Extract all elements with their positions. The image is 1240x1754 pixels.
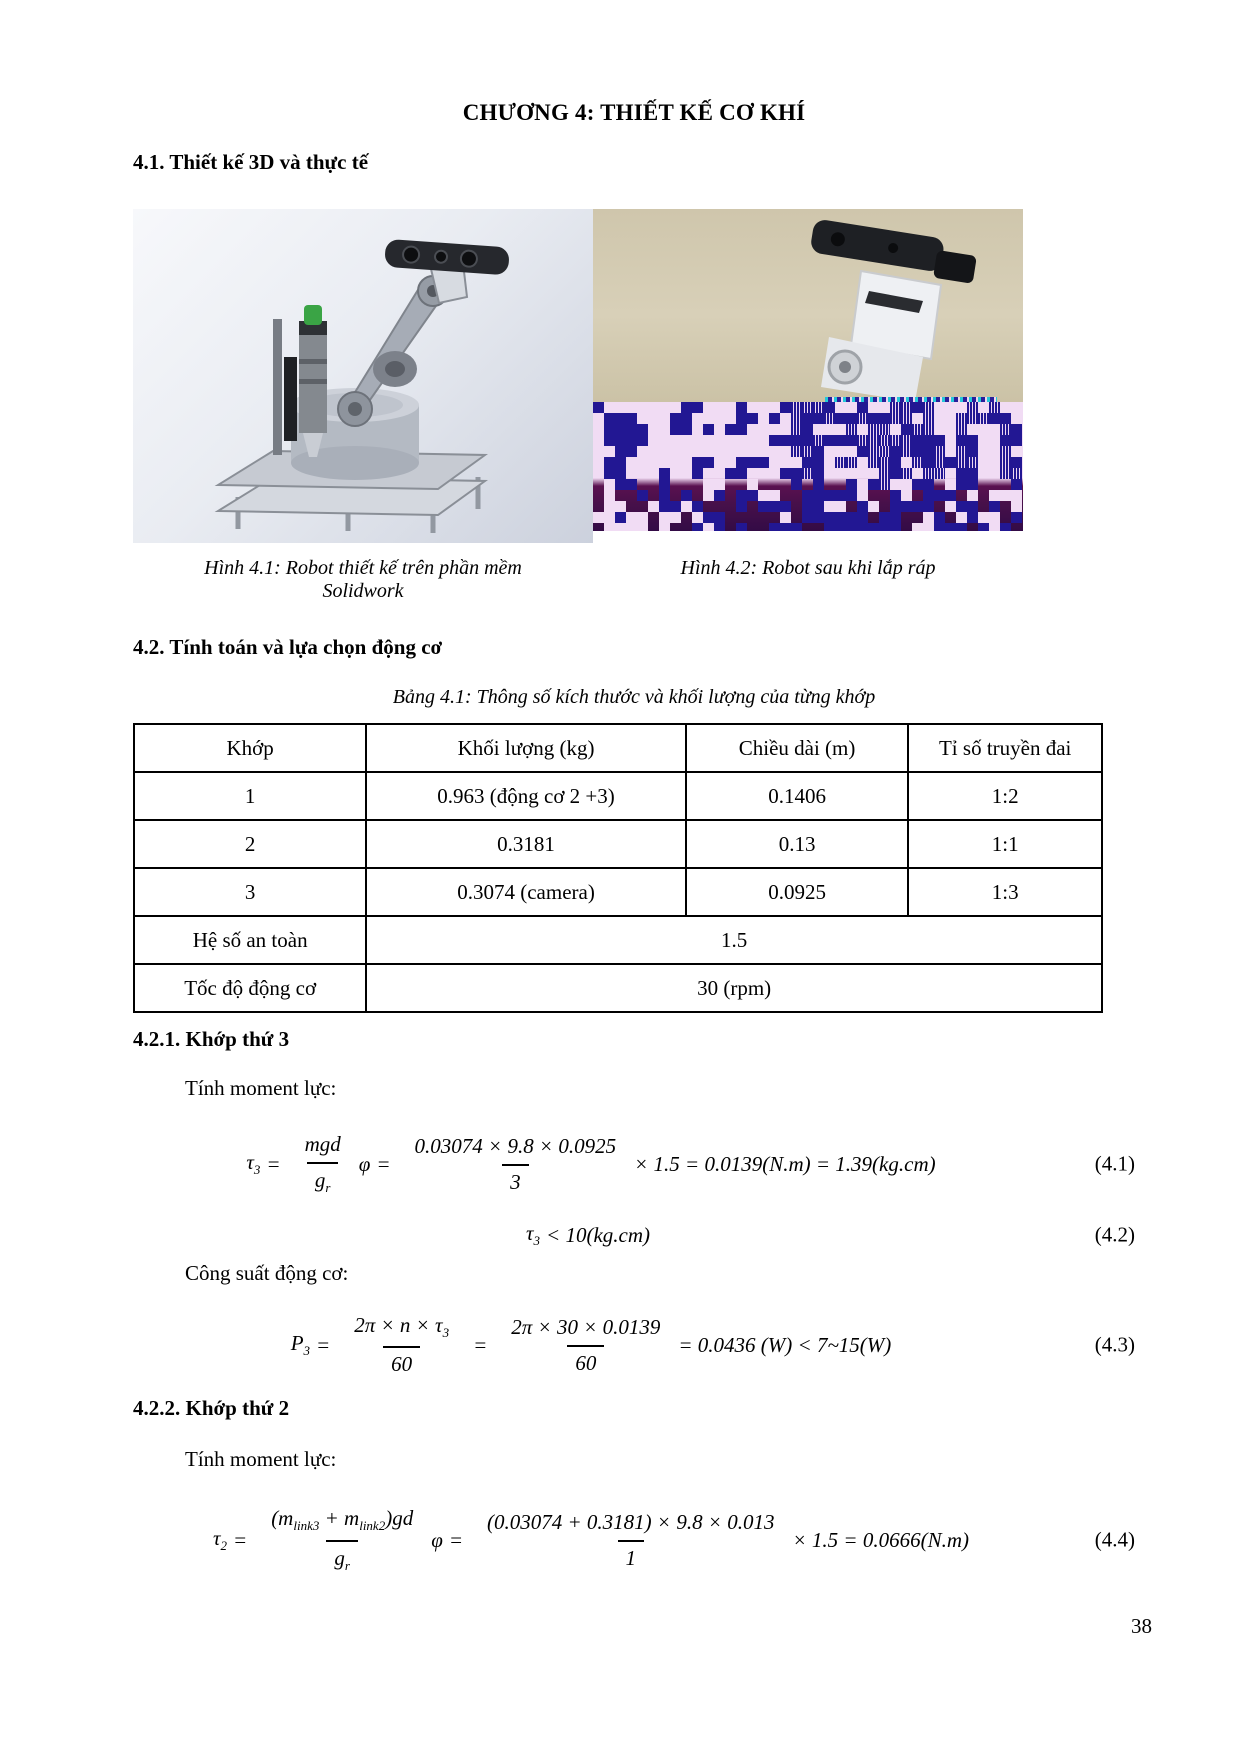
eq44-f2-den: 1: [618, 1540, 645, 1571]
eq44-tail: × 1.5 = 0.0666(N.m): [792, 1527, 970, 1552]
cell-mass: 0.3074 (camera): [366, 868, 685, 916]
noise-block: [956, 479, 978, 490]
noise-block: [725, 424, 747, 435]
noise-block: [978, 413, 989, 424]
noise-block: [1011, 490, 1022, 501]
noise-block: [868, 446, 890, 457]
section-4-2-1-heading: 4.2.1. Khớp thứ 3: [133, 1027, 290, 1051]
noise-block: [648, 501, 659, 512]
eq44-sub: 2: [220, 1538, 228, 1554]
noise-block: [791, 479, 802, 490]
eq43-f2-num: 2π × 30 × 0.0139: [511, 1314, 661, 1339]
moment-intro-3: Tính moment lực:: [185, 1076, 337, 1100]
noise-block: [835, 413, 846, 424]
noise-block: [989, 402, 1000, 413]
section-4-2-heading: 4.2. Tính toán và lựa chọn động cơ: [133, 635, 443, 659]
noise-block: [703, 424, 714, 435]
noise-block: [769, 435, 780, 446]
noise-block: [890, 446, 901, 457]
noise-block: [912, 479, 934, 490]
noise-block: [835, 490, 846, 501]
noise-block: [681, 490, 692, 501]
noise-block: [692, 501, 703, 512]
noise-block: [890, 402, 901, 413]
cell-ratio: 1:2: [908, 772, 1102, 820]
noise-block: [901, 479, 912, 490]
noise-block: [670, 413, 692, 435]
eq41-f1-den: $g_r$: [307, 1162, 339, 1196]
eq43-f2-den: 60: [567, 1345, 604, 1376]
noise-block: [692, 468, 703, 479]
cad-render-image: [133, 209, 593, 543]
noise-block: [802, 424, 813, 435]
noise-block: [747, 479, 758, 490]
noise-block: [780, 512, 791, 523]
noise-block: [1011, 424, 1022, 446]
noise-block: [846, 512, 857, 523]
noise-block: [868, 501, 879, 512]
eq43-f1-den: 60: [383, 1346, 420, 1377]
noise-block: [978, 523, 989, 531]
eq41-f2-num: 0.03074 × 9.8 × 0.0925: [414, 1133, 617, 1158]
eq43-fraction-2: [503, 1315, 668, 1376]
noise-block: [802, 490, 813, 501]
eq41-fraction-2: [407, 1134, 625, 1195]
noise-block: [593, 402, 604, 413]
noise-block: [956, 468, 978, 479]
noise-block: [868, 457, 879, 468]
chapter-title: CHƯƠNG 4: THIẾT KẾ CƠ KHÍ: [462, 100, 806, 125]
noise-block: [923, 501, 934, 512]
eq43-number: (4.3): [1094, 1332, 1135, 1357]
eq42-number: (4.2): [1094, 1222, 1135, 1247]
safety-value: 1.5: [366, 916, 1102, 964]
noise-block: [1000, 457, 1011, 468]
noise-block: [637, 490, 648, 501]
noise-block: [846, 479, 857, 490]
noise-block: [934, 435, 945, 446]
cell-joint: 1: [134, 772, 366, 820]
photo-camera-sketch: [593, 209, 1023, 402]
spec-table: [133, 723, 1103, 1013]
noise-block: [890, 501, 901, 512]
eq44-f2-num: (0.03074 + 0.3181) × 9.8 × 0.013: [487, 1509, 775, 1534]
noise-block: [813, 468, 824, 479]
noise-block: [879, 435, 890, 446]
noise-block: [802, 413, 824, 424]
eq44-fraction-1: [263, 1506, 421, 1573]
noise-block: [890, 512, 901, 523]
noise-block: [824, 523, 835, 531]
noise-block: [604, 413, 615, 424]
noise-block: [923, 523, 934, 531]
table-row: [134, 772, 1102, 820]
eq41-f1-num: mgd: [304, 1131, 341, 1156]
eq42-sub: 3: [533, 1233, 541, 1249]
eq41-f2-den: 3: [502, 1164, 529, 1195]
noise-block: [989, 490, 1011, 501]
noise-block: [747, 457, 769, 468]
noise-block: [1000, 468, 1011, 479]
noise-block: [967, 490, 978, 501]
eq44-lhs: $\tau_2$: [212, 1525, 228, 1554]
noise-block: [934, 490, 945, 501]
section-4-2-2-heading: 4.2.2. Khớp thứ 2: [133, 1396, 290, 1420]
noise-block: [1000, 435, 1011, 446]
section-4-1-heading: 4.1. Thiết kế 3D và thực tế: [133, 150, 369, 174]
noise-block: [791, 446, 802, 457]
eq43-equals-2: =: [473, 1332, 488, 1357]
noise-block: [659, 479, 670, 490]
cell-length: 0.0925: [686, 868, 909, 916]
noise-block: [714, 490, 725, 501]
noise-block: [923, 457, 934, 468]
noise-block: [824, 501, 846, 512]
table-speed-row: [134, 964, 1102, 1012]
robot-photo-image: [593, 209, 1023, 531]
noise-block: [945, 501, 956, 512]
eq41-equals-2: =: [376, 1151, 391, 1176]
caption-row: [133, 557, 1135, 580]
eq44-f1-den: $g_r$: [326, 1540, 358, 1574]
noise-block: [813, 435, 824, 446]
noise-block: [1011, 512, 1022, 523]
col-header-joint: Khớp: [134, 724, 366, 772]
noise-block: [890, 457, 901, 468]
col-header-length: Chiều dài (m): [686, 724, 909, 772]
noise-block: [1000, 523, 1011, 531]
noise-block: [846, 424, 857, 435]
noise-block: [780, 402, 791, 413]
noise-block: [769, 413, 780, 424]
noise-block: [879, 512, 890, 523]
noise-block: [802, 402, 813, 413]
noise-block: [681, 402, 692, 413]
noise-block: [835, 523, 846, 531]
eq41-lhs: $\tau_3$: [246, 1149, 261, 1178]
eq44-equals-2: =: [448, 1527, 463, 1552]
noise-block: [912, 457, 923, 468]
figure-row: [133, 209, 1135, 543]
safety-label: Hệ số an toàn: [134, 916, 366, 964]
figure-4-1-caption-line2: Solidwork: [322, 580, 404, 602]
noise-block: [912, 435, 923, 446]
table-row: [134, 820, 1102, 868]
noise-block: [923, 424, 934, 435]
eq44-f1-num: $(m_{link3} + m_{link2})gd$: [271, 1506, 414, 1534]
eq42-rest: < 10(kg.cm): [546, 1222, 650, 1247]
noise-block: [956, 413, 967, 424]
noise-block: [802, 468, 813, 479]
noise-block: [846, 490, 857, 501]
noise-block: [593, 512, 615, 523]
cell-joint: 3: [134, 868, 366, 916]
noise-block: [626, 512, 648, 531]
noise-block: [769, 501, 780, 512]
noise-block: [890, 468, 901, 479]
moment-intro-2: Tính moment lực:: [185, 1447, 337, 1471]
noise-block: [714, 512, 725, 523]
noise-block: [791, 413, 802, 424]
noise-block: [857, 479, 868, 501]
noise-block: [868, 479, 879, 490]
noise-block: [934, 446, 945, 457]
noise-block: [692, 512, 703, 523]
noise-block: [703, 479, 725, 490]
noise-block: [604, 490, 615, 512]
eq43-lhs: $P_3$: [290, 1330, 311, 1359]
eq44-fraction-2: [479, 1510, 783, 1571]
power-intro-3: Công suất động cơ:: [185, 1261, 349, 1285]
noise-block: [901, 468, 912, 479]
noise-block: [846, 435, 857, 446]
noise-block: [615, 424, 626, 435]
figure-4-1-caption: Hình 4.1: Robot thiết kế trên phần mềm: [204, 557, 522, 579]
speed-value: 30 (rpm): [366, 964, 1102, 1012]
noise-block: [714, 523, 725, 531]
noise-block: [736, 501, 747, 512]
noise-block: [956, 523, 967, 531]
table-header-row: [134, 724, 1102, 772]
noise-block: [615, 501, 626, 512]
noise-block: [912, 402, 923, 413]
noise-block: [846, 523, 868, 531]
noise-block: [846, 457, 857, 468]
noise-block: [923, 402, 934, 413]
noise-block: [780, 501, 791, 512]
noise-block: [857, 402, 868, 413]
noise-block: [967, 457, 978, 468]
noise-block: [956, 435, 978, 446]
noise-block: [956, 424, 967, 435]
noise-block: [692, 402, 703, 413]
noise-block: [956, 501, 978, 512]
cell-length: 0.13: [686, 820, 909, 868]
table-safety-row: [134, 916, 1102, 964]
eq44-equals-1: =: [233, 1527, 248, 1552]
noise-block: [725, 468, 736, 479]
noise-block: [747, 490, 758, 501]
speed-label: Tốc độ động cơ: [134, 964, 366, 1012]
noise-block: [659, 468, 670, 479]
table-row: [134, 868, 1102, 916]
noise-block: [989, 413, 1011, 424]
eq43-tail: = 0.0436 (W) < 7~15(W): [678, 1332, 892, 1357]
noise-block: [945, 479, 956, 490]
eq43-fraction-1: [346, 1313, 457, 1377]
noise-block: [824, 413, 835, 424]
noise-block: [802, 501, 813, 512]
noise-block: [626, 435, 637, 446]
noise-block: [736, 402, 747, 413]
cell-joint: 2: [134, 820, 366, 868]
noise-block: [1011, 501, 1022, 512]
cell-mass: 0.963 (động cơ 2 +3): [366, 772, 685, 820]
cell-ratio: 1:3: [908, 868, 1102, 916]
eq41-tail: × 1.5 = 0.0139(N.m) = 1.39(kg.cm): [634, 1151, 936, 1176]
noise-block: [912, 424, 923, 435]
noise-block: [879, 468, 890, 490]
noise-block: [802, 435, 813, 446]
noise-block: [659, 501, 681, 512]
noise-block: [813, 512, 824, 523]
noise-block: [956, 457, 967, 468]
eq43-equals-1: =: [316, 1332, 331, 1357]
noise-block: [901, 402, 912, 413]
noise-block: [934, 457, 945, 468]
noise-block: [780, 435, 802, 446]
noise-block: [934, 512, 945, 523]
noise-block: [824, 402, 835, 413]
noise-block: [857, 446, 868, 457]
col-header-belt-ratio: Tỉ số truyền đai: [908, 724, 1102, 772]
page-number: 38: [1131, 1614, 1152, 1638]
eq44-phi: φ: [431, 1527, 443, 1552]
equation-4-4: [133, 1490, 1135, 1590]
eq42-lhs: $\tau_3$: [526, 1220, 541, 1249]
noise-block: [890, 413, 901, 424]
noise-block: [857, 413, 868, 424]
noise-block: [615, 512, 626, 523]
noise-block: [769, 523, 791, 531]
eq43-sub: 3: [303, 1343, 311, 1359]
eq41-phi: φ: [358, 1151, 371, 1176]
noise-block: [670, 512, 681, 523]
noise-block: [824, 490, 835, 501]
noise-block: [945, 457, 956, 468]
noise-block: [703, 457, 714, 468]
noise-block: [901, 501, 912, 512]
eq43-f1-num: $2\pi \times n \times \tau_3$: [354, 1312, 450, 1341]
noise-block: [989, 501, 1000, 512]
noise-block: [857, 501, 868, 523]
equation-4-3: [133, 1302, 1135, 1388]
noise-block: [615, 479, 637, 490]
noise-block: [615, 413, 637, 424]
noise-block: [813, 446, 824, 468]
noise-block: [604, 457, 626, 468]
noise-block: [758, 501, 769, 512]
noise-block: [736, 490, 747, 501]
noise-block: [615, 523, 626, 531]
noise-block: [967, 512, 978, 523]
eq41-sub: 3: [253, 1162, 261, 1178]
noise-block: [890, 523, 901, 531]
noise-block: [802, 512, 813, 523]
noise-block: [1011, 468, 1022, 479]
glitch-noise: [593, 402, 1023, 531]
noise-block: [615, 446, 637, 457]
noise-block: [736, 457, 747, 479]
noise-block: [813, 501, 824, 512]
eq44-number: (4.4): [1094, 1527, 1135, 1552]
noise-block: [868, 424, 890, 435]
noise-block: [890, 435, 901, 446]
noise-block: [934, 523, 956, 531]
noise-block: [758, 490, 780, 501]
col-header-mass: Khối lượng (kg): [366, 724, 685, 772]
eq41-number: (4.1): [1094, 1151, 1135, 1176]
figure-4-2-caption: Hình 4.2: Robot sau khi lắp ráp: [680, 557, 936, 579]
noise-block: [736, 523, 747, 531]
table-4-1-caption: Bảng 4.1: Thông số kích thước và khối lượng của từng khớp: [392, 686, 876, 708]
cell-ratio: 1:1: [908, 820, 1102, 868]
noise-block: [923, 490, 934, 501]
noise-block: [923, 413, 934, 424]
noise-block: [967, 446, 978, 457]
robot-cad-sketch: [133, 209, 593, 543]
noise-block: [780, 468, 791, 479]
eq41-fraction-1: [297, 1132, 349, 1196]
equation-4-2: [133, 1215, 1135, 1255]
equation-4-1: [133, 1121, 1135, 1207]
noise-block: [846, 413, 857, 424]
noise-block: [956, 446, 967, 457]
noise-block: [923, 468, 945, 479]
noise-block: [1000, 446, 1011, 457]
noise-block: [791, 523, 802, 531]
noise-block: [945, 490, 956, 501]
noise-block: [901, 413, 912, 424]
noise-block: [923, 512, 934, 523]
noise-block: [736, 413, 758, 424]
cell-length: 0.1406: [686, 772, 909, 820]
noise-block: [659, 512, 670, 531]
eq41-equals-1: =: [266, 1151, 281, 1176]
noise-block: [923, 446, 934, 457]
noise-block: [824, 435, 846, 446]
cell-mass: 0.3181: [366, 820, 685, 868]
noise-block: [659, 490, 670, 501]
